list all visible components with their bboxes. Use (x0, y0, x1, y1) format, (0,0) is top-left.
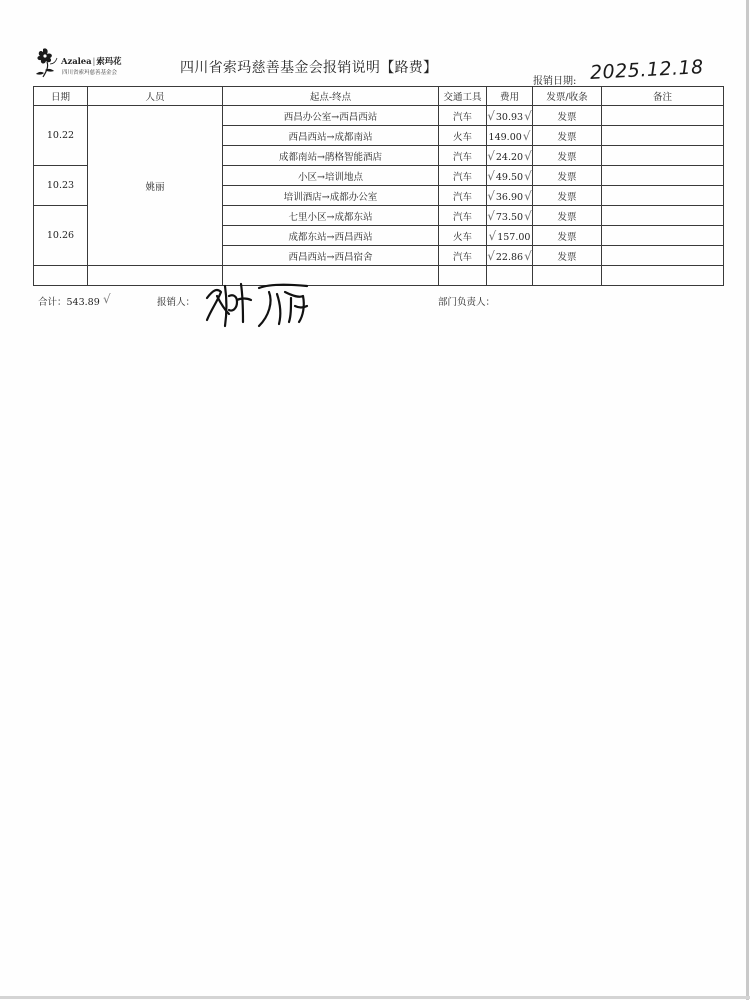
route-cell: 小区→培训地点 (223, 166, 439, 186)
fee-cell (487, 146, 533, 166)
fee-cell (487, 166, 533, 186)
header-route: 起点-终点 (223, 87, 439, 106)
transport-cell: 汽车 (439, 106, 487, 126)
empty-cell (487, 266, 533, 286)
document-title: 四川省索玛慈善基金会报销说明【路费】 (180, 60, 438, 76)
header-person: 人员 (88, 87, 223, 106)
receipt-cell: 发票 (533, 126, 602, 146)
route-cell: 西昌西站→西昌宿舍 (223, 246, 439, 266)
fee-value: 36.90 (495, 191, 524, 203)
empty-cell (34, 266, 88, 286)
receipt-cell: 发票 (533, 166, 602, 186)
page-edge-shadow-bottom (0, 996, 750, 999)
remarks-cell (602, 106, 724, 126)
checkmark-icon: √ (487, 208, 495, 223)
remarks-cell (602, 166, 724, 186)
checkmark-icon: √ (487, 248, 495, 263)
claimant-label: 报销人： (157, 297, 196, 308)
transport-cell: 汽车 (439, 206, 487, 226)
receipt-cell: 发票 (533, 226, 602, 246)
handwritten-date: 2025.12.18 (589, 56, 705, 84)
receipt-cell: 发票 (533, 106, 602, 126)
expense-table (33, 86, 724, 286)
claimant-signature (203, 276, 333, 336)
transport-cell: 汽车 (439, 186, 487, 206)
remarks-cell (602, 226, 724, 246)
receipt-cell: 发票 (533, 186, 602, 206)
remarks-cell (602, 206, 724, 226)
fee-value: 149.00 (488, 131, 522, 143)
person-cell: 姚丽 (88, 106, 223, 266)
route-cell: 西昌办公室→西昌西站 (223, 106, 439, 126)
azalea-flower-icon (34, 46, 60, 80)
remarks-cell (602, 146, 724, 166)
checkmark-icon: √ (487, 188, 495, 203)
checkmark-icon: √ (487, 148, 495, 163)
fee-value: 73.50 (495, 211, 524, 223)
empty-cell (439, 266, 487, 286)
checkmark-icon: √ (524, 168, 532, 183)
logo-brand-en: Azalea (61, 57, 92, 67)
empty-cell (533, 266, 602, 286)
transport-cell: 汽车 (439, 246, 487, 266)
fee-cell (487, 126, 533, 146)
receipt-cell: 发票 (533, 146, 602, 166)
total-amount: 合计：543.89 (38, 297, 100, 308)
checkmark-icon: √ (524, 248, 532, 263)
header-fee: 费用 (487, 87, 533, 106)
checkmark-icon: √ (487, 168, 495, 183)
receipt-cell: 发票 (533, 206, 602, 226)
fee-cell (487, 246, 533, 266)
fee-cell (487, 226, 533, 246)
fee-cell (487, 186, 533, 206)
header-transport: 交通工具 (439, 87, 487, 106)
checkmark-icon: √ (488, 228, 497, 243)
fee-value: 24.20 (495, 151, 524, 163)
route-cell: 西昌西站→成都南站 (223, 126, 439, 146)
checkmark-icon: √ (103, 292, 111, 306)
route-cell: 培训酒店→成都办公室 (223, 186, 439, 206)
transport-cell: 火车 (439, 226, 487, 246)
fee-value: 30.93 (495, 111, 524, 123)
header-receipt: 发票/收条 (533, 87, 602, 106)
checkmark-icon: √ (524, 188, 532, 203)
remarks-cell (602, 126, 724, 146)
header-date: 日期 (34, 87, 88, 106)
date-cell: 10.22 (34, 106, 88, 166)
empty-table-row (34, 266, 724, 286)
fee-value: 22.86 (495, 251, 524, 263)
logo-brand-text: Azalea|索玛花 (61, 57, 122, 67)
transport-cell: 火车 (439, 126, 487, 146)
remarks-cell (602, 186, 724, 206)
checkmark-icon: √ (522, 128, 531, 143)
transport-cell: 汽车 (439, 166, 487, 186)
page-edge-shadow (746, 0, 749, 1000)
logo-subtitle: 四川省索玛慈善基金会 (62, 70, 118, 76)
fee-value: 157.00 (497, 231, 531, 243)
fee-value: 49.50 (495, 171, 524, 183)
foundation-logo (34, 46, 144, 86)
checkmark-icon: √ (524, 108, 532, 123)
route-cell: 成都南站→鹃格智能酒店 (223, 146, 439, 166)
fee-cell (487, 206, 533, 226)
table-header-row (34, 87, 724, 106)
route-cell: 成都东站→西昌西站 (223, 226, 439, 246)
empty-cell (602, 266, 724, 286)
fee-cell (487, 106, 533, 126)
table-row (34, 106, 724, 126)
reimbursement-date-label: 报销日期: (533, 76, 577, 87)
checkmark-icon: √ (487, 108, 495, 123)
department-head-label: 部门负责人： (438, 297, 496, 308)
logo-brand-cn: 索玛花 (96, 57, 122, 67)
receipt-cell: 发票 (533, 246, 602, 266)
date-cell: 10.23 (34, 166, 88, 206)
header-remarks: 备注 (602, 87, 724, 106)
checkmark-icon: √ (524, 148, 532, 163)
date-cell: 10.26 (34, 206, 88, 266)
remarks-cell (602, 246, 724, 266)
checkmark-icon: √ (524, 208, 532, 223)
transport-cell: 汽车 (439, 146, 487, 166)
route-cell: 七里小区→成都东站 (223, 206, 439, 226)
